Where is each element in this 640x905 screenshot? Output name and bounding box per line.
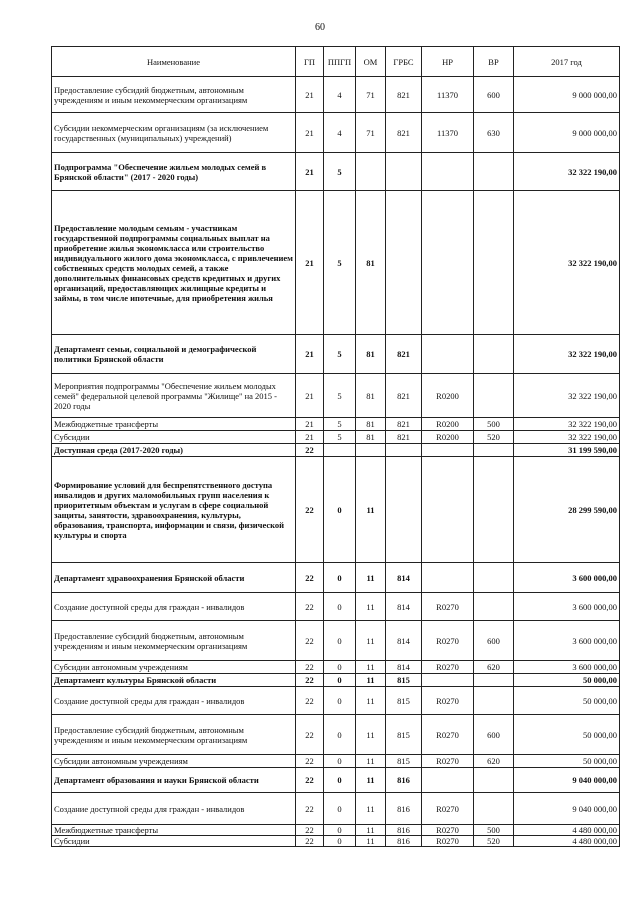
table-cell-grbs: 814 [386, 661, 422, 674]
table-cell-om [356, 153, 386, 191]
table-cell-nr: R0200 [422, 374, 474, 418]
table-cell-grbs: 816 [386, 768, 422, 793]
table-cell-nr: R0270 [422, 593, 474, 621]
table-cell-nr: R0270 [422, 825, 474, 836]
table-cell-nr: R0270 [422, 836, 474, 847]
table-cell-gp: 22 [296, 674, 324, 687]
table-cell-ppgp: 5 [324, 431, 356, 444]
table-cell-name: Субсидии автономным учреждениям [52, 661, 296, 674]
table-cell-om: 81 [356, 335, 386, 374]
table-cell-gp: 22 [296, 687, 324, 715]
header-vr: ВР [474, 47, 514, 77]
table-cell-name: Предоставление молодым семьям - участникам государственной подпрограммы социальных выплат на приобретение жилья экономкласса или строительство индивидуального жилого дома экономкласса, с привлечением собственных средств молодых семей, а также дополнительных финансовых средств кредитных и других организаций, предоставляющих жилищные кредиты и займы, в том числе ипотечные, для приобретения жилья [52, 191, 296, 335]
table-cell-name: Субсидии [52, 836, 296, 847]
table-cell-gp: 21 [296, 431, 324, 444]
table-cell-name: Формирование условий для беспрепятственного доступа инвалидов и других маломобильных групп населения к приоритетным объектам и услугам в сфере социальной защиты, занятости, здравоохранения, культуры, образования, транспорта, информации и связи, физической культуры и спорта [52, 457, 296, 563]
table-cell-name: Подпрограмма "Обеспечение жильем молодых семей в Брянской области" (2017 - 2020 годы) [52, 153, 296, 191]
table-cell-grbs: 821 [386, 77, 422, 113]
table-cell-sum: 32 322 190,00 [514, 153, 620, 191]
table-cell-ppgp: 5 [324, 191, 356, 335]
table-cell-nr: R0200 [422, 431, 474, 444]
table-cell-name: Департамент здравоохранения Брянской области [52, 563, 296, 593]
table-cell-vr [474, 793, 514, 825]
table-cell-gp: 21 [296, 374, 324, 418]
table-cell-name: Субсидии [52, 431, 296, 444]
table-cell-gp: 22 [296, 836, 324, 847]
table-cell-om: 11 [356, 715, 386, 755]
table-row [52, 674, 620, 687]
table-cell-name: Создание доступной среды для граждан - инвалидов [52, 593, 296, 621]
table-cell-sum: 32 322 190,00 [514, 431, 620, 444]
table-row [52, 621, 620, 661]
table-cell-name: Создание доступной среды для граждан - инвалидов [52, 793, 296, 825]
table-cell-ppgp: 5 [324, 418, 356, 431]
table-cell-grbs: 821 [386, 374, 422, 418]
table-cell-grbs: 815 [386, 755, 422, 768]
table-row [52, 457, 620, 563]
table-cell-gp: 22 [296, 715, 324, 755]
table-cell-vr [474, 374, 514, 418]
table-cell-om: 71 [356, 113, 386, 153]
header-om: ОМ [356, 47, 386, 77]
table-cell-gp: 22 [296, 825, 324, 836]
header-name: Наименование [52, 47, 296, 77]
table-row [52, 113, 620, 153]
table-cell-gp: 22 [296, 563, 324, 593]
table-cell-nr: R0270 [422, 621, 474, 661]
table-cell-grbs [386, 153, 422, 191]
table-row [52, 563, 620, 593]
budget-table [51, 46, 620, 847]
table-cell-gp: 22 [296, 457, 324, 563]
table-cell-grbs: 815 [386, 674, 422, 687]
table-row [52, 191, 620, 335]
table-row [52, 444, 620, 457]
table-row [52, 687, 620, 715]
table-cell-vr [474, 444, 514, 457]
header-grbs: ГРБС [386, 47, 422, 77]
table-cell-gp: 22 [296, 593, 324, 621]
table-cell-om: 11 [356, 836, 386, 847]
table-cell-ppgp: 4 [324, 113, 356, 153]
table-cell-ppgp [324, 444, 356, 457]
table-row [52, 153, 620, 191]
table-cell-vr: 600 [474, 715, 514, 755]
table-row [52, 418, 620, 431]
table-cell-vr [474, 191, 514, 335]
table-cell-om [356, 444, 386, 457]
table-cell-sum: 32 322 190,00 [514, 418, 620, 431]
table-cell-name: Предоставление субсидий бюджетным, автономным учреждениям и иным некоммерческим организациям [52, 621, 296, 661]
table-cell-grbs: 821 [386, 335, 422, 374]
table-cell-sum: 4 480 000,00 [514, 836, 620, 847]
table-row [52, 593, 620, 621]
table-cell-om: 11 [356, 593, 386, 621]
table-cell-sum: 50 000,00 [514, 755, 620, 768]
table-cell-grbs: 821 [386, 431, 422, 444]
table-cell-ppgp: 0 [324, 768, 356, 793]
table-cell-nr: R0200 [422, 418, 474, 431]
table-cell-sum: 32 322 190,00 [514, 191, 620, 335]
table-cell-grbs: 814 [386, 621, 422, 661]
table-cell-sum: 28 299 590,00 [514, 457, 620, 563]
table-cell-gp: 22 [296, 768, 324, 793]
table-cell-vr [474, 687, 514, 715]
table-cell-name: Создание доступной среды для граждан - инвалидов [52, 687, 296, 715]
table-cell-grbs: 816 [386, 836, 422, 847]
table-cell-sum: 32 322 190,00 [514, 374, 620, 418]
table-cell-vr [474, 563, 514, 593]
table-header-row [52, 47, 620, 77]
table-cell-gp: 21 [296, 77, 324, 113]
table-cell-vr: 520 [474, 836, 514, 847]
table-cell-nr: R0270 [422, 755, 474, 768]
table-cell-sum: 3 600 000,00 [514, 563, 620, 593]
table-cell-name: Межбюджетные трансферты [52, 825, 296, 836]
table-cell-om: 81 [356, 431, 386, 444]
table-cell-ppgp: 0 [324, 661, 356, 674]
table-cell-name: Субсидии некоммерческим организациям (за исключением государственных (муниципальных) учреждений) [52, 113, 296, 153]
table-cell-gp: 21 [296, 153, 324, 191]
table-cell-name: Предоставление субсидий бюджетным, автономным учреждениям и иным некоммерческим организациям [52, 77, 296, 113]
table-row [52, 768, 620, 793]
table-cell-gp: 22 [296, 621, 324, 661]
table-cell-vr: 600 [474, 77, 514, 113]
table-cell-grbs: 814 [386, 593, 422, 621]
table-cell-vr [474, 153, 514, 191]
table-cell-ppgp: 0 [324, 563, 356, 593]
table-cell-om: 11 [356, 661, 386, 674]
table-cell-om: 11 [356, 563, 386, 593]
table-cell-nr: 11370 [422, 77, 474, 113]
table-cell-gp: 21 [296, 335, 324, 374]
table-cell-om: 11 [356, 621, 386, 661]
table-cell-name: Мероприятия подпрограммы "Обеспечение жильем молодых семей" федеральной целевой программы "Жилище" на 2015 - 2020 годы [52, 374, 296, 418]
table-cell-nr [422, 768, 474, 793]
table-cell-vr: 620 [474, 755, 514, 768]
table-cell-vr [474, 768, 514, 793]
table-cell-sum: 32 322 190,00 [514, 335, 620, 374]
table-row [52, 755, 620, 768]
table-cell-vr: 520 [474, 431, 514, 444]
table-cell-nr [422, 335, 474, 374]
table-cell-ppgp: 0 [324, 755, 356, 768]
table-row [52, 374, 620, 418]
table-cell-sum: 9 000 000,00 [514, 113, 620, 153]
table-cell-ppgp: 0 [324, 715, 356, 755]
table-cell-sum: 50 000,00 [514, 715, 620, 755]
table-cell-gp: 22 [296, 793, 324, 825]
table-cell-sum: 50 000,00 [514, 687, 620, 715]
table-cell-grbs: 815 [386, 715, 422, 755]
table-cell-gp: 21 [296, 113, 324, 153]
table-cell-ppgp: 0 [324, 621, 356, 661]
header-ppgp: ППГП [324, 47, 356, 77]
table-row [52, 431, 620, 444]
table-cell-gp: 21 [296, 191, 324, 335]
table-cell-grbs [386, 444, 422, 457]
table-cell-name: Субсидии автономным учреждениям [52, 755, 296, 768]
table-cell-gp: 22 [296, 661, 324, 674]
table-cell-ppgp: 4 [324, 77, 356, 113]
table-cell-nr: 11370 [422, 113, 474, 153]
table-cell-grbs [386, 457, 422, 563]
table-cell-nr [422, 191, 474, 335]
table-cell-ppgp: 5 [324, 153, 356, 191]
table-cell-ppgp: 5 [324, 374, 356, 418]
table-cell-ppgp: 0 [324, 687, 356, 715]
table-cell-om: 11 [356, 793, 386, 825]
table-cell-sum: 4 480 000,00 [514, 825, 620, 836]
table-cell-grbs: 821 [386, 418, 422, 431]
table-cell-ppgp: 0 [324, 793, 356, 825]
table-cell-vr: 600 [474, 621, 514, 661]
table-row [52, 335, 620, 374]
table-cell-om: 81 [356, 191, 386, 335]
table-cell-nr [422, 563, 474, 593]
table-cell-nr: R0270 [422, 715, 474, 755]
table-cell-om: 81 [356, 374, 386, 418]
table-cell-nr [422, 674, 474, 687]
table-cell-om: 11 [356, 825, 386, 836]
table-cell-sum: 3 600 000,00 [514, 661, 620, 674]
header-year: 2017 год [514, 47, 620, 77]
table-cell-gp: 22 [296, 755, 324, 768]
table-row [52, 77, 620, 113]
table-cell-vr: 500 [474, 418, 514, 431]
table-cell-nr [422, 153, 474, 191]
table-cell-om: 11 [356, 457, 386, 563]
table-row [52, 825, 620, 836]
table-cell-grbs: 816 [386, 793, 422, 825]
table-cell-vr [474, 593, 514, 621]
page-number: 60 [315, 22, 325, 33]
table-cell-name: Департамент образования и науки Брянской области [52, 768, 296, 793]
table-cell-nr: R0270 [422, 687, 474, 715]
table-cell-om: 11 [356, 755, 386, 768]
table-cell-sum: 9 040 000,00 [514, 768, 620, 793]
table-cell-om: 11 [356, 768, 386, 793]
header-nr: НР [422, 47, 474, 77]
table-row [52, 836, 620, 847]
table-cell-ppgp: 0 [324, 836, 356, 847]
table-cell-vr [474, 457, 514, 563]
table-cell-sum: 9 000 000,00 [514, 77, 620, 113]
table-cell-om: 81 [356, 418, 386, 431]
table-cell-name: Департамент культуры Брянской области [52, 674, 296, 687]
table-cell-name: Предоставление субсидий бюджетным, автономным учреждениям и иным некоммерческим организациям [52, 715, 296, 755]
table-cell-grbs: 814 [386, 563, 422, 593]
table-cell-om: 11 [356, 674, 386, 687]
table-cell-grbs: 816 [386, 825, 422, 836]
table-cell-nr [422, 444, 474, 457]
table-cell-gp: 21 [296, 418, 324, 431]
table-cell-vr [474, 335, 514, 374]
table-cell-grbs: 821 [386, 113, 422, 153]
table-cell-ppgp: 0 [324, 825, 356, 836]
table-cell-grbs [386, 191, 422, 335]
table-cell-sum: 3 600 000,00 [514, 621, 620, 661]
table-cell-name: Доступная среда (2017-2020 годы) [52, 444, 296, 457]
table-cell-sum: 31 199 590,00 [514, 444, 620, 457]
table-cell-vr: 500 [474, 825, 514, 836]
table-cell-nr: R0270 [422, 661, 474, 674]
table-row [52, 715, 620, 755]
table-cell-sum: 9 040 000,00 [514, 793, 620, 825]
table-cell-ppgp: 0 [324, 674, 356, 687]
table-cell-name: Департамент семьи, социальной и демографической политики Брянской области [52, 335, 296, 374]
table-cell-om: 11 [356, 687, 386, 715]
table-cell-sum: 50 000,00 [514, 674, 620, 687]
table-cell-name: Межбюджетные трансферты [52, 418, 296, 431]
table-cell-grbs: 815 [386, 687, 422, 715]
table-cell-vr: 620 [474, 661, 514, 674]
header-gp: ГП [296, 47, 324, 77]
table-row [52, 793, 620, 825]
table-cell-vr [474, 674, 514, 687]
table-cell-vr: 630 [474, 113, 514, 153]
table-row [52, 661, 620, 674]
table-cell-om: 71 [356, 77, 386, 113]
table-cell-nr: R0270 [422, 793, 474, 825]
table-cell-ppgp: 0 [324, 593, 356, 621]
table-cell-gp: 22 [296, 444, 324, 457]
table-cell-ppgp: 0 [324, 457, 356, 563]
table-cell-nr [422, 457, 474, 563]
table-cell-sum: 3 600 000,00 [514, 593, 620, 621]
table-cell-ppgp: 5 [324, 335, 356, 374]
